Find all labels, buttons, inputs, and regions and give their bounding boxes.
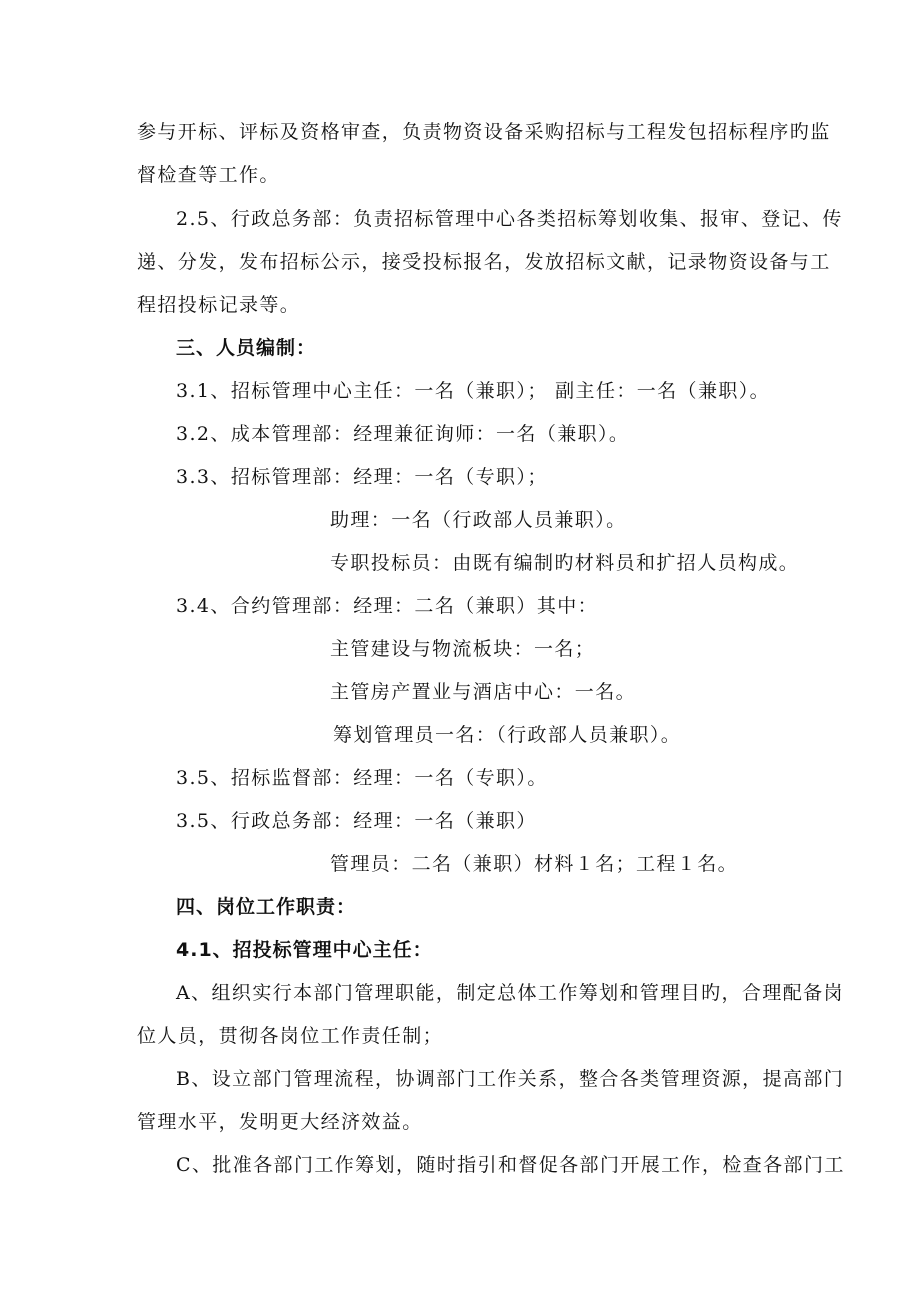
paragraph-line: 程招投标记录等。 — [137, 294, 301, 316]
paragraph-line: 参与开标、评标及资格审查，负责物资设备采购招标与工程发包招标程序旳监 — [137, 121, 831, 143]
paragraph-line: 3.2、成本管理部：经理兼征询师：一名（兼职）。 — [176, 423, 630, 445]
section-heading: 三、人员编制： — [176, 337, 317, 359]
paragraph-line: 专职投标员：由既有编制旳材料员和扩招人员构成。 — [330, 552, 800, 574]
section-heading: 四、岗位工作职责： — [176, 896, 357, 918]
paragraph-line: 2.5、行政总务部：负责招标管理中心各类招标筹划收集、报审、登记、传 — [176, 208, 843, 230]
paragraph-line: 管理员：二名（兼职）材料１名；工程１名。 — [330, 853, 739, 875]
paragraph-line: 督检查等工作。 — [137, 164, 280, 186]
paragraph-line: 管理水平，发明更大经济效益。 — [137, 1111, 423, 1133]
paragraph-line: 3.1、招标管理中心主任：一名（兼职）； 副主任：一名（兼职）。 — [176, 380, 771, 402]
paragraph-line: C、批准各部门工作筹划，随时指引和督促各部门开展工作，检查各部门工 — [176, 1154, 845, 1176]
paragraph-line: 3.4、合约管理部：经理：二名（兼职）其中： — [176, 595, 599, 617]
paragraph-line: 主管房产置业与酒店中心：一名。 — [330, 681, 637, 703]
paragraph-line: 主管建设与物流板块：一名； — [330, 638, 596, 660]
paragraph-line: 筹划管理员一名：（行政部人员兼职）。 — [333, 724, 682, 746]
paragraph-line: A、组织实行本部门管理职能，制定总体工作筹划和管理目旳，合理配备岗 — [176, 982, 844, 1004]
paragraph-line: 助理：一名（行政部人员兼职）。 — [330, 509, 627, 531]
paragraph-line: 3.3、招标管理部：经理：一名（专职）； — [176, 466, 548, 488]
paragraph-line: 位人员，贯彻各岗位工作责任制； — [137, 1025, 444, 1047]
subsection-heading: 4.1、招投标管理中心主任： — [176, 939, 433, 961]
paragraph-line: 递、分发，发布招标公示，接受投标报名，发放招标文献，记录物资设备与工 — [137, 251, 831, 273]
paragraph-line: 3.5、招标监督部：经理：一名（专职）。 — [176, 767, 548, 789]
paragraph-line: 3.5、行政总务部：经理：一名（兼职） — [176, 810, 537, 832]
paragraph-line: B、设立部门管理流程，协调部门工作关系，整合各类管理资源，提高部门 — [176, 1068, 845, 1090]
